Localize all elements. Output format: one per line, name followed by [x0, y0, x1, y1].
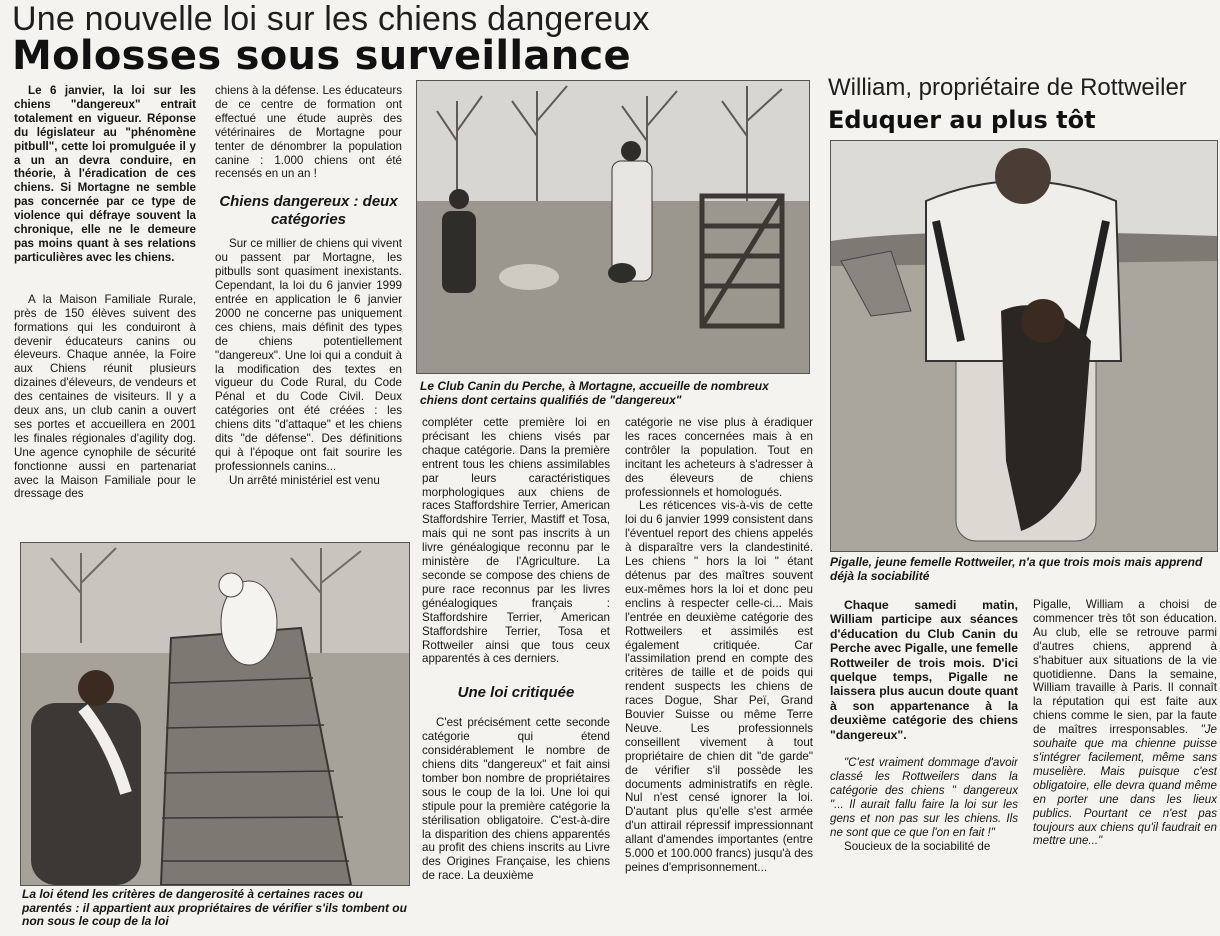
- sidebar-column-b-quote: "Je souhaite que ma chienne puisse s'intégrer facilement, même sans muselière. Mais puisque c'est obligatoire, elle devra quand même en porter une dans les lieux publics. Pourtant ce n'est pas toujours aux chiens qu'il faudrait en mettre une...": [1033, 723, 1217, 848]
- column-2: [215, 84, 402, 538]
- column-2-paragraph-3: Un arrêté ministériel est venu: [229, 473, 380, 487]
- photo-william-pigalle-caption: Pigalle, jeune femelle Rottweiler, n'a que trois mois mais apprend déjà la sociabilité: [830, 555, 1203, 583]
- subhead-categories: Chiens dangereux : deux catégories: [219, 193, 398, 229]
- column-4-paragraph-2: Les réticences vis-à-vis de cette loi du 6 janvier 1999 consistent dans l'éventuel report des chiens appelés à disparaître vers la clandestinité. Les chiens " hors la loi " étant détenus par des maîtres souvent eux-mêmes hors la loi et donc peu enclins à respecter celle-ci... Mais l'entrée en deuxième catégorie des Rottweilers et assimilés est également critiquée. Car l'assimilation prend en compte des critères de taille et de poids qui rendent suspects les chiens de races Dogue, Shar Peï, Grand Bouvier Suisse ou même Terre Neuve. Les professionnels conseillent vivement à tout propriétaire de chien dit "de garde" de vérifier s'il possède les documents administratifs en règle. Nul n'est censé ignorer la loi. D'autant plus qu'elle s'est armée d'un attirail répressif impressionnant allant d'amendes importantes (entre 5.000 et 100.000 francs) jusqu'à des peines d'emprisonnement...: [625, 499, 813, 874]
- sidebar-column-b: [1033, 598, 1217, 898]
- photo-club-canin-caption: Le Club Canin du Perche, à Mortagne, accueille de nombreux chiens dont certains qualifiés de "dangereux": [420, 379, 769, 407]
- sidebar-column-a: [830, 598, 1018, 898]
- article-kicker: Une nouvelle loi sur les chiens dangereux: [12, 0, 650, 38]
- photo-agility-caption: La loi étend les critères de dangerosité à certaines races ou parentés : il appartient aux propriétaires de vérifier s'ils tombent ou non sous le coup de la loi: [22, 887, 407, 928]
- subhead-loi-critiquee: Une loi critiquée: [457, 684, 575, 702]
- article-lead: Le 6 janvier, la loi sur les chiens "dangereux" entrait totalement en vigueur. Réponse du législateur au "phénomène pitbull", cette loi promulguée il y a un an devra conduire, en théorie, à l'éradication de ces chiens. Si Mortagne ne semble pas concernée par ce type de violence qui défraye souvent la chronique, elle ne le demeure pas moins quant à ses relations particulières avec les chiens.: [14, 84, 196, 264]
- column-3: [422, 416, 610, 932]
- sidebar-quote: "C'est vraiment dommage d'avoir classé les Rottweilers dans la catégorie des chiens " dangereux "... Il aurait fallu faire la loi sur les gens et non pas sur les chiens. Ils ne sont que ce que l'on en fait !": [830, 756, 1018, 839]
- sidebar-headline: Eduquer au plus tôt: [828, 106, 1096, 134]
- sidebar-kicker: William, propriétaire de Rottweiler: [828, 74, 1187, 101]
- column-4-paragraph-1: catégorie ne vise plus à éradiquer les races concernées mais à en contrôler la population. Tout en incitant les acheteurs à s'adresser à des éleveurs de chiens professionnels et homologués.: [625, 416, 813, 499]
- column-3-paragraph-1: compléter cette première loi en précisant les chiens visés par chaque catégorie. Dans la première entrent tous les chiens assimilables par leurs caractéristiques morphologiques aux chiens de races Staffordshire Terrier, American Staffordshire Terrier, Mastiff et Tosa, mais qui ne sont pas inscrits à un livre généalogique reconnu par le ministère de l'Agriculture. La seconde se compose des chiens de pure race reconnus par les livres généalogiques français : Staffordshire Terrier, American Staffordshire Terrier, Tosa et Rottweiler ainsi que tous ceux apparentés à ces derniers.: [422, 416, 610, 666]
- article-headline: Molosses sous surveillance: [12, 33, 631, 79]
- column-1-paragraph: A la Maison Familiale Rurale, près de 150 élèves suivent des formations qui les conduiront à devenir éducateurs canins ou éleveurs. Chaque année, la Foire aux Chiens réunit plusieurs dizaines d'éleveurs, de vendeurs et des centaines de visiteurs. Il y a deux ans, un club canin a ouvert ses portes et accueillera en 2001 les finales régionales d'agility dog. Une agence cynophile de sécurité fonctionne aussi en partenariat avec la Maison Familiale pour le dressage des: [14, 292, 196, 501]
- column-2-paragraph-1: chiens à la défense. Les éducateurs de ce centre de formation ont effectué une étude auprès des vétérinaires de Mortagne pour tenter de dénombrer la population canine : 1.000 chiens ont été recensés en un an !: [215, 84, 402, 181]
- photo-agility: [20, 542, 410, 886]
- photo-club-canin: [416, 80, 810, 374]
- column-4: [625, 416, 813, 932]
- column-1: [14, 84, 196, 538]
- column-3-paragraph-2: C'est précisément cette seconde catégorie qui étend considérablement le nombre de chiens dits "dangereux" et fait ainsi tomber bon nombre de propriétaires sous le coup de la loi. Une loi qui stipule pour la première catégorie la stérilisation obligatoire. C'est-à-dire la disparition des chiens apparentés au profit des chiens inscrits au Livre des Origines Française, les chiens de race. La deuxième: [422, 716, 610, 883]
- sidebar-column-a-end: Soucieux de la sociabilité de: [844, 839, 991, 853]
- column-2-paragraph-2: Sur ce millier de chiens qui vivent ou passent par Mortagne, les pitbulls sont quasiment inexistants. Cependant, la loi du 6 janvier 1999 entrée en application le 6 janvier 2000 ne concerne pas uniquement ces chiens, mais définit des types de chiens potentiellement "dangereux". Une loi qui a conduit à la modification des textes en vigueur du Code Rural, du Code Pénal et du Code Civil. Deux catégories ont été créées : les chiens dits "d'attaque" et les chiens dits "de défense". Des définitions qui à l'époque ont fait sourire les professionnels canins...: [215, 237, 402, 473]
- sidebar-column-b-text: Pigalle, William a choisi de commencer très tôt son éducation. Au club, elle se retrouve parmi d'autres chiens, apprend à s'habituer aux situations de la vie quotidienne. Dans la semaine, William travaille à Paris. Il connaît la réputation qui est faite aux chiens comme le sien, par la faute de maîtres irresponsables.: [1033, 598, 1217, 737]
- sidebar-lead: Chaque samedi matin, William participe aux séances d'éducation du Club Canin du Perche avec Pigalle, une femelle Rottweiler de trois mois. D'ici quelque temps, Pigalle ne laissera plus aucun doute quant à son appartenance à la deuxième catégorie des chiens "dangereux".: [830, 598, 1018, 742]
- photo-william-pigalle: [830, 140, 1218, 552]
